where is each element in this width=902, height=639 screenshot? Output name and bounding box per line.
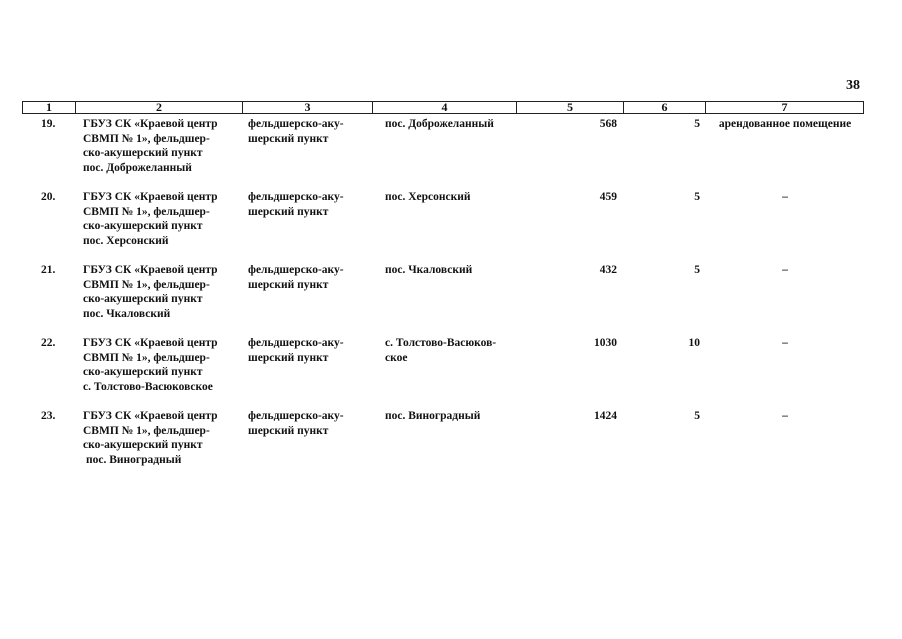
population-cell: 459 bbox=[599, 191, 617, 203]
premises-cell: – bbox=[782, 410, 788, 422]
locality-cell bbox=[385, 409, 513, 424]
premises-cell: – bbox=[782, 337, 788, 349]
facility-type-line: шерский пункт bbox=[248, 424, 329, 437]
locality-line: с. Толстово-Васюков- bbox=[385, 337, 497, 349]
organization-cell bbox=[83, 117, 230, 175]
organization-line: пос. Доброжеланный bbox=[83, 161, 192, 174]
column-header: 5 bbox=[517, 102, 624, 113]
population-cell: 568 bbox=[599, 118, 617, 130]
premises-cell: – bbox=[782, 264, 788, 276]
organization-line: пос. Херсонский bbox=[83, 234, 169, 247]
staff-cell: 10 bbox=[688, 337, 700, 349]
organization-line: ско-акушерский пункт bbox=[83, 439, 203, 451]
organization-line: СВМП № 1», фельдшер- bbox=[83, 351, 210, 364]
facility-type-line: фельдшерско-аку- bbox=[248, 337, 344, 349]
locality-line: пос. Доброжеланный bbox=[385, 118, 494, 130]
organization-cell bbox=[83, 190, 230, 248]
column-header: 1 bbox=[23, 102, 76, 113]
organization-line: ско-акушерский пункт bbox=[83, 293, 203, 305]
locality-line: пос. Херсонский bbox=[385, 191, 471, 203]
organization-cell bbox=[83, 409, 230, 467]
population-cell: 1030 bbox=[594, 337, 617, 349]
organization-line: СВМП № 1», фельдшер- bbox=[83, 205, 210, 218]
page-number: 38 bbox=[846, 78, 860, 93]
locality-line: пос. Виноградный bbox=[385, 410, 481, 422]
locality-cell bbox=[385, 117, 513, 132]
facility-type-line: шерский пункт bbox=[248, 132, 329, 145]
organization-cell bbox=[83, 336, 230, 394]
organization-line: СВМП № 1», фельдшер- bbox=[83, 424, 210, 437]
facility-type-cell bbox=[248, 190, 358, 219]
organization-line: СВМП № 1», фельдшер- bbox=[83, 132, 210, 145]
row-number: 20. bbox=[41, 191, 56, 203]
organization-line: ско-акушерский пункт bbox=[83, 220, 203, 232]
row-number: 23. bbox=[41, 410, 56, 422]
column-header: 4 bbox=[373, 102, 517, 113]
locality-cell bbox=[385, 190, 513, 205]
facility-type-cell bbox=[248, 263, 358, 292]
staff-cell: 5 bbox=[694, 264, 700, 276]
table-header-row bbox=[22, 101, 864, 114]
staff-cell: 5 bbox=[694, 118, 700, 130]
organization-line: пос. Чкаловский bbox=[83, 307, 171, 320]
facility-type-line: фельдшерско-аку- bbox=[248, 118, 344, 130]
organization-line: СВМП № 1», фельдшер- bbox=[83, 278, 210, 291]
row-number: 22. bbox=[41, 337, 56, 349]
organization-line: ГБУЗ СК «Краевой центр bbox=[83, 118, 218, 130]
facility-type-line: фельдшерско-аку- bbox=[248, 410, 344, 422]
premises-cell: – bbox=[782, 191, 788, 203]
organization-cell bbox=[83, 263, 230, 321]
row-number: 21. bbox=[41, 264, 56, 276]
organization-line: ско-акушерский пункт bbox=[83, 147, 203, 159]
row-number: 19. bbox=[41, 118, 56, 130]
locality-cell bbox=[385, 336, 513, 365]
locality-line: ское bbox=[385, 351, 408, 364]
column-header: 2 bbox=[76, 102, 243, 113]
organization-line: ГБУЗ СК «Краевой центр bbox=[83, 191, 218, 203]
staff-cell: 5 bbox=[694, 410, 700, 422]
facility-type-line: фельдшерско-аку- bbox=[248, 264, 344, 276]
organization-line: ГБУЗ СК «Краевой центр bbox=[83, 264, 218, 276]
facility-type-cell bbox=[248, 409, 358, 438]
column-header: 3 bbox=[243, 102, 373, 113]
facility-type-cell bbox=[248, 117, 358, 146]
column-header: 6 bbox=[624, 102, 706, 113]
locality-cell bbox=[385, 263, 513, 278]
premises-cell: арендованное помещение bbox=[718, 118, 852, 130]
organization-line: с. Толстово-Васюковское bbox=[83, 380, 213, 393]
facility-type-line: шерский пункт bbox=[248, 205, 329, 218]
facility-type-line: шерский пункт bbox=[248, 278, 329, 291]
staff-cell: 5 bbox=[694, 191, 700, 203]
organization-line: ГБУЗ СК «Краевой центр bbox=[83, 410, 218, 422]
column-header: 7 bbox=[781, 100, 788, 114]
facility-type-line: шерский пункт bbox=[248, 351, 329, 364]
locality-line: пос. Чкаловский bbox=[385, 264, 473, 276]
population-cell: 1424 bbox=[594, 410, 617, 422]
population-cell: 432 bbox=[599, 264, 617, 276]
organization-line: ГБУЗ СК «Краевой центр bbox=[83, 337, 218, 349]
facility-type-cell bbox=[248, 336, 358, 365]
organization-line: ско-акушерский пункт bbox=[83, 366, 203, 378]
organization-line: пос. Виноградный bbox=[86, 453, 182, 466]
facility-type-line: фельдшерско-аку- bbox=[248, 191, 344, 203]
